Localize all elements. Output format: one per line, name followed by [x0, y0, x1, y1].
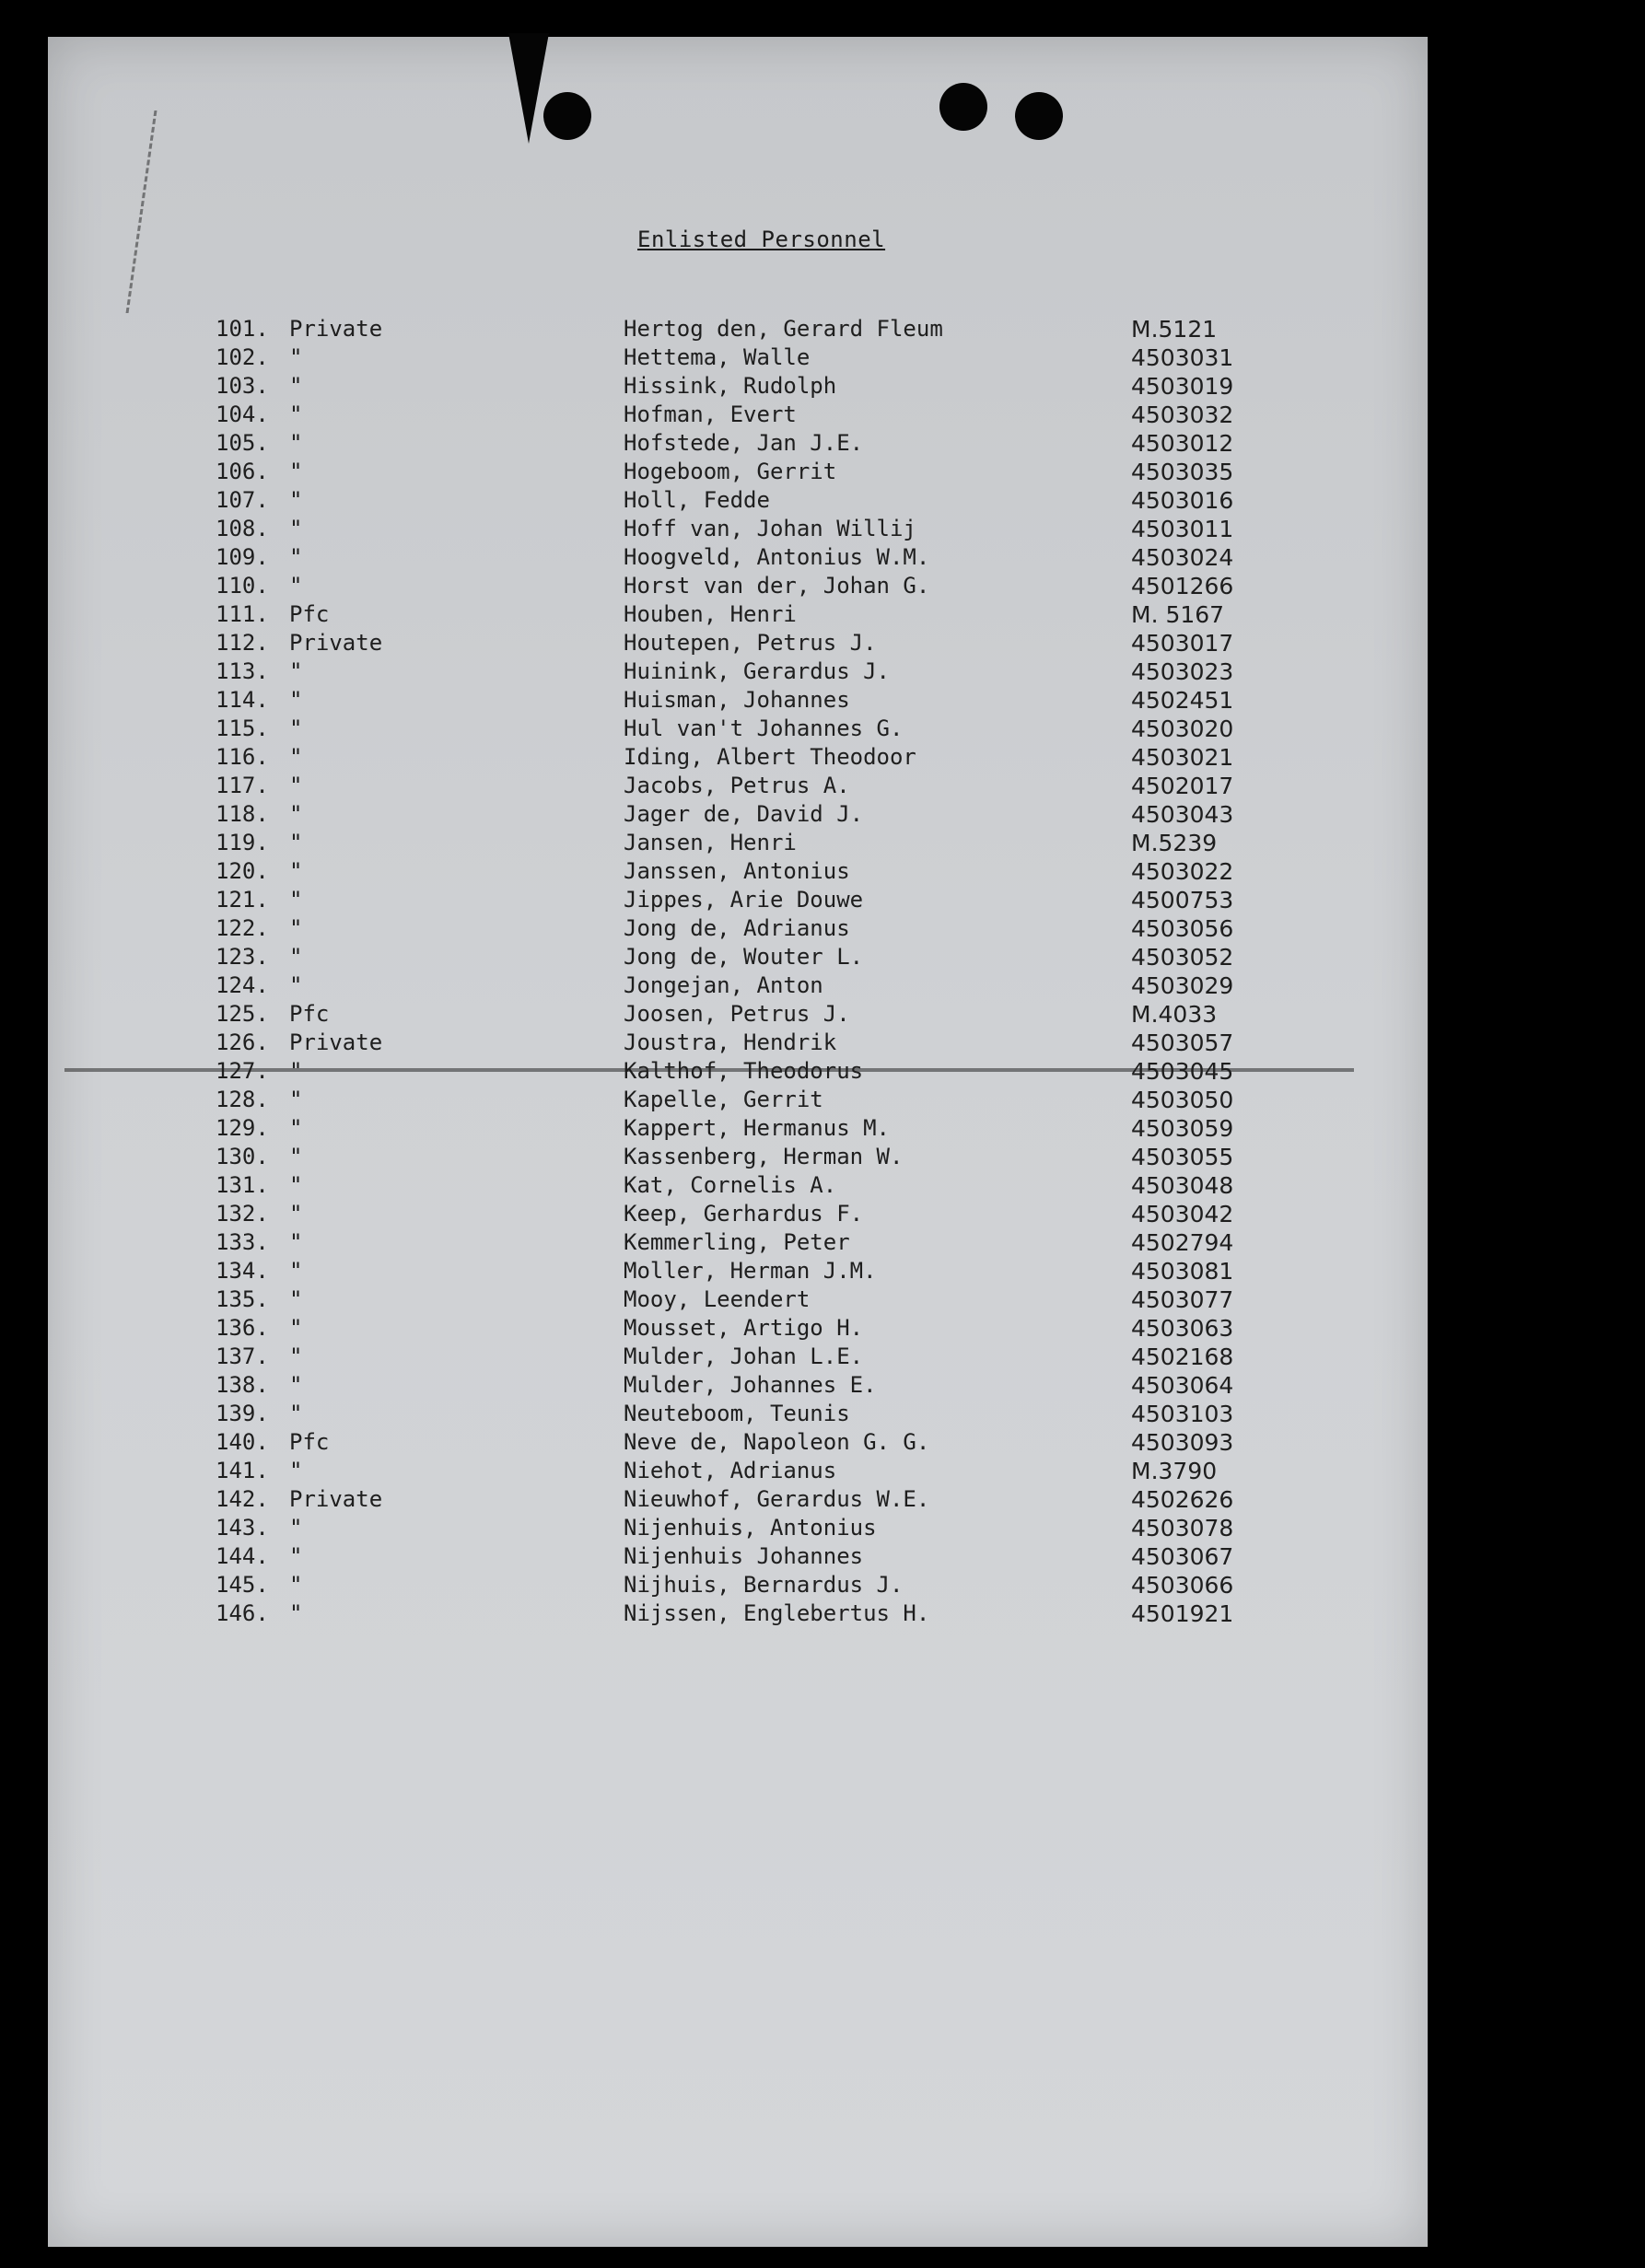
entry-number: 132. [216, 1201, 269, 1227]
list-item [48, 800, 1428, 829]
list-item [48, 1000, 1428, 1029]
rank: " [289, 573, 303, 599]
serial-number: 4502017 [1131, 773, 1234, 799]
entry-number: 117. [216, 773, 269, 798]
rank: " [289, 744, 303, 770]
serial-number: M.4033 [1131, 1001, 1218, 1028]
rank: " [289, 715, 303, 741]
rank: " [289, 401, 303, 427]
rank: Pfc [289, 601, 330, 627]
rank: " [289, 858, 303, 884]
serial-number: 4503052 [1131, 944, 1234, 971]
rank: " [289, 1315, 303, 1341]
entry-number: 102. [216, 344, 269, 370]
person-name: Moller, Herman J.M. [624, 1258, 877, 1284]
serial-number: 4503019 [1131, 373, 1234, 400]
list-item [48, 458, 1428, 486]
list-item [48, 1086, 1428, 1114]
entry-number: 140. [216, 1429, 269, 1455]
person-name: Houben, Henri [624, 601, 797, 627]
entry-number: 144. [216, 1543, 269, 1569]
list-item [48, 1171, 1428, 1200]
entry-number: 131. [216, 1172, 269, 1198]
entry-number: 106. [216, 459, 269, 484]
entry-number: 139. [216, 1401, 269, 1426]
person-name: Huisman, Johannes [624, 687, 850, 713]
entry-number: 128. [216, 1087, 269, 1112]
rank: " [289, 1343, 303, 1369]
person-name: Kemmerling, Peter [624, 1229, 850, 1255]
entry-number: 120. [216, 858, 269, 884]
entry-number: 127. [216, 1058, 269, 1084]
punch-hole [1015, 92, 1063, 140]
rank: " [289, 1115, 303, 1141]
entry-number: 129. [216, 1115, 269, 1141]
list-item [48, 1200, 1428, 1228]
entry-number: 101. [216, 316, 269, 342]
serial-number: 4503029 [1131, 972, 1234, 999]
entry-number: 145. [216, 1572, 269, 1598]
serial-number: 4502168 [1131, 1343, 1234, 1370]
rank: " [289, 1600, 303, 1626]
serial-number: 4503077 [1131, 1286, 1234, 1313]
serial-number: 4503032 [1131, 401, 1234, 428]
entry-number: 119. [216, 830, 269, 855]
person-name: Nijhuis, Bernardus J. [624, 1572, 904, 1598]
entry-number: 136. [216, 1315, 269, 1341]
person-name: Houtepen, Petrus J. [624, 630, 877, 656]
entry-number: 107. [216, 487, 269, 513]
entry-number: 133. [216, 1229, 269, 1255]
serial-number: 4503056 [1131, 915, 1234, 942]
serial-number: 4503043 [1131, 801, 1234, 828]
list-item [48, 1057, 1428, 1086]
entry-number: 113. [216, 658, 269, 684]
list-item [48, 372, 1428, 401]
person-name: Mooy, Leendert [624, 1286, 811, 1312]
torn-edge [43, 110, 158, 313]
list-item [48, 1428, 1428, 1457]
list-item [48, 715, 1428, 743]
list-item [48, 914, 1428, 943]
list-item [48, 1542, 1428, 1571]
serial-number: 4503035 [1131, 459, 1234, 485]
serial-number: 4503011 [1131, 516, 1234, 542]
rank: " [289, 1572, 303, 1598]
serial-number: 4503050 [1131, 1087, 1234, 1113]
serial-number: 4503022 [1131, 858, 1234, 885]
list-item [48, 1599, 1428, 1628]
rank: " [289, 830, 303, 855]
rank: " [289, 1372, 303, 1398]
person-name: Kat, Cornelis A. [624, 1172, 837, 1198]
list-item [48, 1029, 1428, 1057]
serial-number: 4502451 [1131, 687, 1234, 714]
serial-number: 4503064 [1131, 1372, 1234, 1399]
punch-notch [508, 33, 549, 144]
entry-number: 105. [216, 430, 269, 456]
person-name: Hoff van, Johan Willij [624, 516, 916, 541]
rank: " [289, 1087, 303, 1112]
list-item [48, 1228, 1428, 1257]
document-page [48, 37, 1428, 2247]
serial-number: 4503024 [1131, 544, 1234, 571]
person-name: Hoogveld, Antonius W.M. [624, 544, 930, 570]
person-name: Jong de, Adrianus [624, 915, 850, 941]
entry-number: 114. [216, 687, 269, 713]
serial-number: 4503017 [1131, 630, 1234, 657]
list-item [48, 1257, 1428, 1285]
rank: Private [289, 1486, 383, 1512]
person-name: Kassenberg, Herman W. [624, 1144, 904, 1169]
person-name: Mulder, Johan L.E. [624, 1343, 864, 1369]
person-name: Keep, Gerhardus F. [624, 1201, 864, 1227]
rank: Private [289, 630, 383, 656]
person-name: Joosen, Petrus J. [624, 1001, 850, 1027]
punch-hole [543, 92, 591, 140]
person-name: Neuteboom, Teunis [624, 1401, 850, 1426]
rank: " [289, 972, 303, 998]
rank: " [289, 944, 303, 970]
person-name: Holl, Fedde [624, 487, 770, 513]
person-name: Nijenhuis Johannes [624, 1543, 864, 1569]
serial-number: 4503021 [1131, 744, 1234, 771]
serial-number: 4501266 [1131, 573, 1234, 599]
person-name: Huinink, Gerardus J. [624, 658, 890, 684]
entry-number: 142. [216, 1486, 269, 1512]
list-item [48, 829, 1428, 857]
person-name: Janssen, Antonius [624, 858, 850, 884]
list-item [48, 772, 1428, 800]
list-item [48, 543, 1428, 572]
person-name: Neve de, Napoleon G. G. [624, 1429, 930, 1455]
list-item [48, 429, 1428, 458]
serial-number: M.5239 [1131, 830, 1218, 856]
serial-number: 4503023 [1131, 658, 1234, 685]
rank: " [289, 344, 303, 370]
entry-number: 115. [216, 715, 269, 741]
punch-hole [939, 83, 987, 131]
person-name: Joustra, Hendrik [624, 1029, 837, 1055]
person-name: Nijssen, Englebertus H. [624, 1600, 930, 1626]
person-name: Nieuwhof, Gerardus W.E. [624, 1486, 930, 1512]
list-item [48, 1571, 1428, 1599]
rank: Private [289, 316, 383, 342]
serial-number: 4503031 [1131, 344, 1234, 371]
person-name: Jongejan, Anton [624, 972, 823, 998]
serial-number: 4503020 [1131, 715, 1234, 742]
serial-number: 4503067 [1131, 1543, 1234, 1570]
rank: " [289, 1229, 303, 1255]
serial-number: 4503012 [1131, 430, 1234, 457]
rank: " [289, 887, 303, 913]
entry-number: 123. [216, 944, 269, 970]
list-item [48, 572, 1428, 600]
rank: " [289, 1515, 303, 1541]
entry-number: 135. [216, 1286, 269, 1312]
entry-number: 134. [216, 1258, 269, 1284]
list-item [48, 743, 1428, 772]
person-name: Mousset, Artigo H. [624, 1315, 864, 1341]
serial-number: 4503042 [1131, 1201, 1234, 1227]
person-name: Kalthof, Theodorus [624, 1058, 864, 1084]
list-item [48, 401, 1428, 429]
rank: " [289, 1144, 303, 1169]
person-name: Hofman, Evert [624, 401, 797, 427]
rank: " [289, 1286, 303, 1312]
entry-number: 121. [216, 887, 269, 913]
rank: " [289, 915, 303, 941]
serial-number: 4503059 [1131, 1115, 1234, 1142]
entry-number: 118. [216, 801, 269, 827]
entry-number: 112. [216, 630, 269, 656]
personnel-list [48, 315, 1428, 1628]
list-item [48, 857, 1428, 886]
list-item [48, 629, 1428, 657]
serial-number: 4503055 [1131, 1144, 1234, 1170]
person-name: Hissink, Rudolph [624, 373, 837, 399]
rank: " [289, 487, 303, 513]
rank: " [289, 516, 303, 541]
list-item [48, 1343, 1428, 1371]
rank: " [289, 373, 303, 399]
list-item [48, 600, 1428, 629]
person-name: Kapelle, Gerrit [624, 1087, 823, 1112]
list-item [48, 886, 1428, 914]
rank: " [289, 658, 303, 684]
list-item [48, 1485, 1428, 1514]
rank: " [289, 1258, 303, 1284]
person-name: Jippes, Arie Douwe [624, 887, 864, 913]
serial-number: 4503078 [1131, 1515, 1234, 1541]
rank: " [289, 687, 303, 713]
entry-number: 104. [216, 401, 269, 427]
list-item [48, 1285, 1428, 1314]
list-item [48, 515, 1428, 543]
person-name: Iding, Albert Theodoor [624, 744, 916, 770]
serial-number: 4503048 [1131, 1172, 1234, 1199]
page-title: Enlisted Personnel [637, 227, 886, 252]
list-item [48, 686, 1428, 715]
entry-number: 109. [216, 544, 269, 570]
entry-number: 108. [216, 516, 269, 541]
serial-number: 4503063 [1131, 1315, 1234, 1342]
person-name: Jacobs, Petrus A. [624, 773, 850, 798]
entry-number: 126. [216, 1029, 269, 1055]
serial-number: 4503057 [1131, 1029, 1234, 1056]
person-name: Hogeboom, Gerrit [624, 459, 837, 484]
person-name: Nijenhuis, Antonius [624, 1515, 877, 1541]
rank: Pfc [289, 1429, 330, 1455]
serial-number: 4503103 [1131, 1401, 1234, 1427]
list-item [48, 1114, 1428, 1143]
person-name: Hul van't Johannes G. [624, 715, 904, 741]
list-item [48, 1314, 1428, 1343]
serial-number: 4503081 [1131, 1258, 1234, 1285]
entry-number: 143. [216, 1515, 269, 1541]
person-name: Hofstede, Jan J.E. [624, 430, 864, 456]
entry-number: 124. [216, 972, 269, 998]
person-name: Jager de, David J. [624, 801, 864, 827]
person-name: Horst van der, Johan G. [624, 573, 930, 599]
entry-number: 103. [216, 373, 269, 399]
rank: " [289, 801, 303, 827]
entry-number: 122. [216, 915, 269, 941]
serial-number: M.3790 [1131, 1458, 1218, 1484]
entry-number: 110. [216, 573, 269, 599]
serial-number: 4501921 [1131, 1600, 1234, 1627]
rank: " [289, 1543, 303, 1569]
serial-number: M. 5167 [1131, 601, 1225, 628]
list-item [48, 315, 1428, 343]
serial-number: 4503066 [1131, 1572, 1234, 1599]
rank: " [289, 544, 303, 570]
list-item [48, 971, 1428, 1000]
list-item [48, 486, 1428, 515]
serial-number: 4502794 [1131, 1229, 1234, 1256]
person-name: Hettema, Walle [624, 344, 811, 370]
rank: Pfc [289, 1001, 330, 1027]
entry-number: 111. [216, 601, 269, 627]
entry-number: 116. [216, 744, 269, 770]
list-item [48, 343, 1428, 372]
entry-number: 146. [216, 1600, 269, 1626]
rank: Private [289, 1029, 383, 1055]
entry-number: 141. [216, 1458, 269, 1483]
list-item [48, 657, 1428, 686]
person-name: Hertog den, Gerard Fleum [624, 316, 943, 342]
entry-number: 125. [216, 1001, 269, 1027]
serial-number: 4503045 [1131, 1058, 1234, 1085]
person-name: Kappert, Hermanus M. [624, 1115, 890, 1141]
list-item [48, 1400, 1428, 1428]
person-name: Jansen, Henri [624, 830, 797, 855]
serial-number: M.5121 [1131, 316, 1218, 343]
list-item [48, 943, 1428, 971]
rank: " [289, 1458, 303, 1483]
rank: " [289, 430, 303, 456]
entry-number: 130. [216, 1144, 269, 1169]
rank: " [289, 1058, 303, 1084]
list-item [48, 1457, 1428, 1485]
serial-number: 4503016 [1131, 487, 1234, 514]
list-item [48, 1514, 1428, 1542]
serial-number: 4503093 [1131, 1429, 1234, 1456]
person-name: Mulder, Johannes E. [624, 1372, 877, 1398]
rank: " [289, 459, 303, 484]
entry-number: 137. [216, 1343, 269, 1369]
list-item [48, 1371, 1428, 1400]
rank: " [289, 1201, 303, 1227]
list-item [48, 1143, 1428, 1171]
entry-number: 138. [216, 1372, 269, 1398]
rank: " [289, 1172, 303, 1198]
rank: " [289, 1401, 303, 1426]
rank: " [289, 773, 303, 798]
person-name: Jong de, Wouter L. [624, 944, 864, 970]
serial-number: 4502626 [1131, 1486, 1234, 1513]
serial-number: 4500753 [1131, 887, 1234, 913]
person-name: Niehot, Adrianus [624, 1458, 837, 1483]
